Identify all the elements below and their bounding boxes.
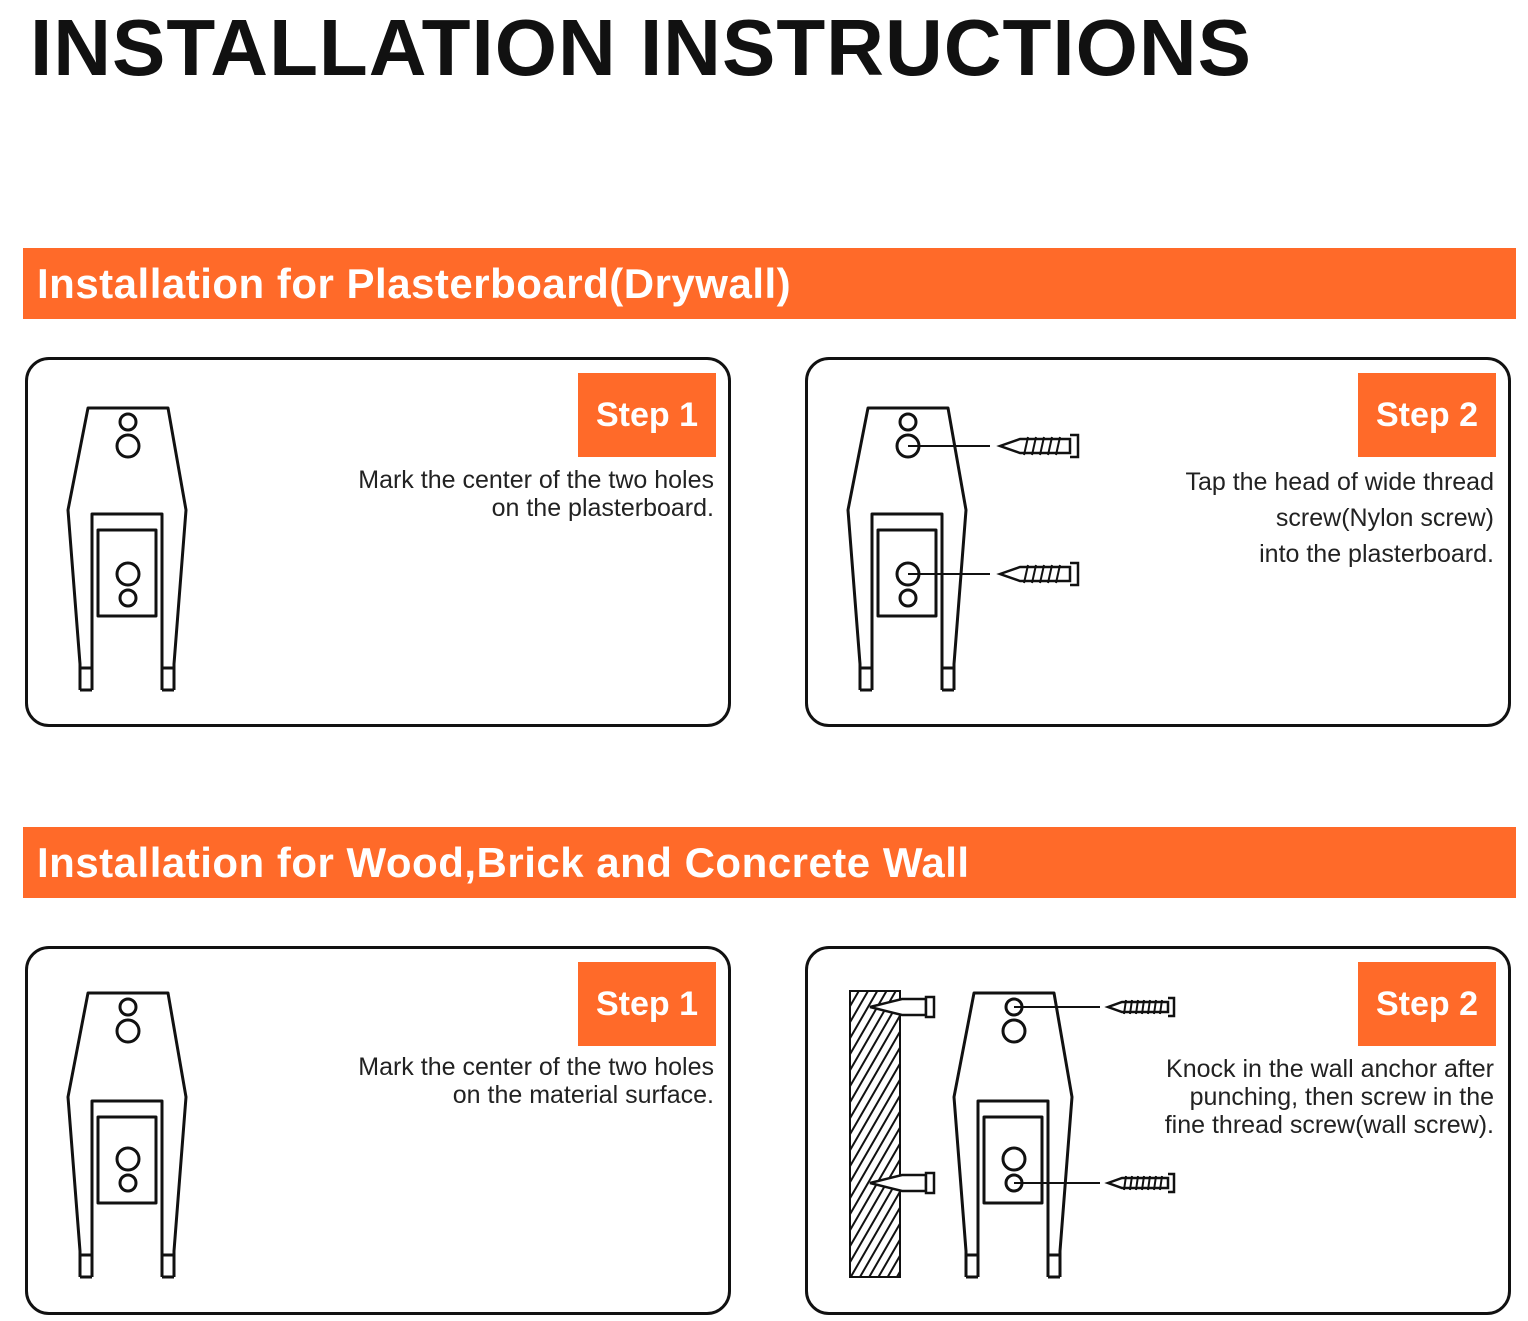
step-description-line: Mark the center of the two holes [358,1053,714,1081]
step-description-line: fine thread screw(wall screw). [1164,1111,1494,1139]
step-badge: Step 1 [578,373,716,457]
page-title: INSTALLATION INSTRUCTIONS [30,3,1252,92]
step-badge: Step 1 [578,962,716,1046]
step-badge: Step 2 [1358,962,1496,1046]
step-card-plasterboard-1 [25,357,731,727]
step-description-line: Knock in the wall anchor after [1166,1055,1494,1083]
step-description [244,466,714,522]
section-heading: Installation for Plasterboard(Drywall) [37,260,792,307]
step-card-wall-2 [805,946,1511,1315]
section-banner-wood-brick-concrete [23,827,1516,898]
step-badge: Step 2 [1358,373,1496,457]
step-description-line: Tap the head of wide thread [1185,468,1494,496]
step-description-line: into the plasterboard. [1259,540,1494,568]
step-card-wall-1 [25,946,731,1315]
step-card-plasterboard-2 [805,357,1511,727]
step-description-line: punching, then screw in the [1189,1083,1494,1111]
step-description-line: Mark the center of the two holes [358,466,714,494]
section-banner-plasterboard [23,248,1516,319]
step-description [1024,464,1494,572]
step-description-line: screw(Nylon screw) [1275,504,1494,532]
step-description-line: on the plasterboard. [491,494,714,522]
step-description [244,1053,714,1109]
step-description [1094,1055,1494,1139]
step-description-line: on the material surface. [452,1081,714,1109]
section-heading: Installation for Wood,Brick and Concrete Wall [37,839,970,886]
